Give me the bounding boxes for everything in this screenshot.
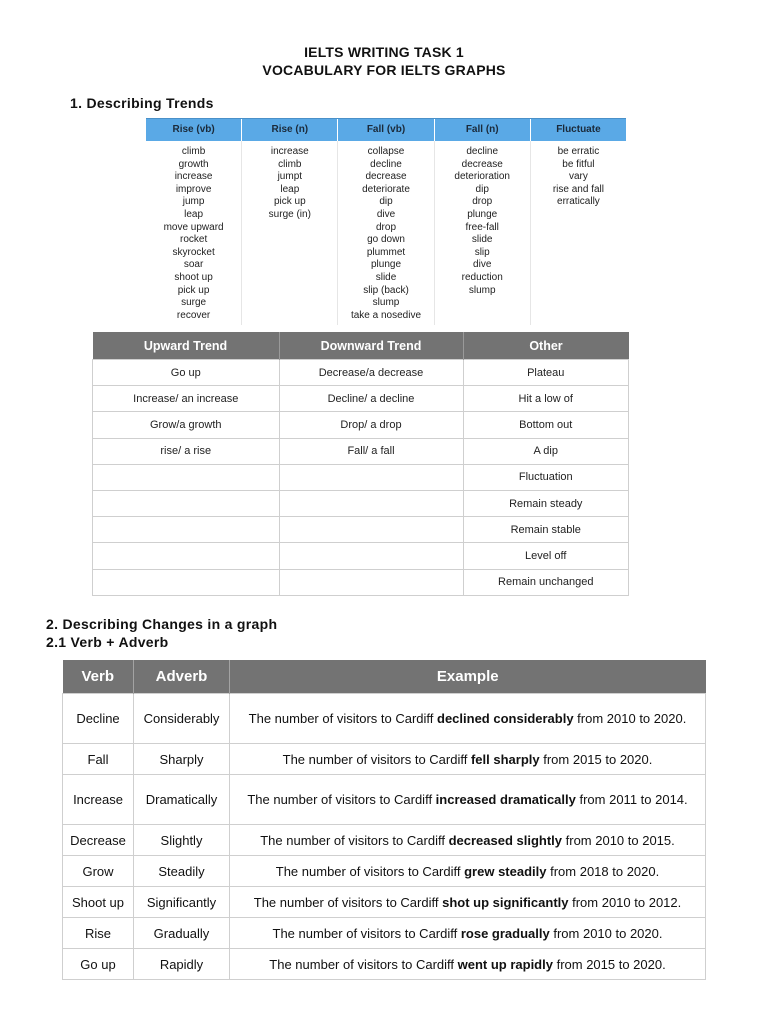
vocab-word: slide bbox=[375, 271, 397, 283]
example-highlight: declined considerably bbox=[437, 711, 574, 726]
table-row bbox=[93, 490, 629, 516]
example-cell bbox=[230, 918, 706, 949]
example-text: The number of visitors to Cardiff bbox=[260, 832, 449, 848]
example-text: from 2010 to 2020. bbox=[549, 925, 663, 941]
vocab-word: be fitful bbox=[562, 158, 595, 170]
trend-cell: Grow/a growth bbox=[93, 412, 280, 438]
example-highlight: grew steadily bbox=[464, 863, 547, 879]
adverb-cell: Dramatically bbox=[134, 775, 230, 825]
example-highlight: went up rapidly bbox=[457, 956, 553, 972]
verb-cell: Grow bbox=[63, 856, 134, 887]
trend-cell: Plateau bbox=[463, 360, 629, 386]
vocab-word: be erratic bbox=[557, 146, 600, 157]
vocab-word: go down bbox=[367, 234, 405, 246]
vocab-word: slide bbox=[471, 234, 493, 246]
trend-cell bbox=[93, 543, 280, 569]
section-heading-describing-trends: 1. Describing Trends bbox=[70, 95, 214, 111]
verb-cell: Rise bbox=[63, 918, 134, 949]
example-highlight: rose gradually bbox=[460, 925, 550, 941]
vocab-word: move upward bbox=[163, 221, 224, 233]
verb-cell: Increase bbox=[63, 775, 134, 825]
vocab-word: slump bbox=[468, 284, 496, 296]
example-cell bbox=[230, 949, 706, 980]
trend-table-header-row bbox=[93, 332, 629, 360]
table-row bbox=[93, 412, 629, 438]
table-row bbox=[93, 517, 629, 543]
trend-cell bbox=[279, 543, 463, 569]
vocab-word: climb bbox=[181, 146, 206, 157]
vocab-word: rise and fall bbox=[552, 183, 604, 195]
verb-cell: Fall bbox=[63, 744, 134, 775]
example-text: The number of visitors to Cardiff bbox=[275, 863, 465, 879]
vocab-table-header bbox=[146, 118, 626, 141]
adverb-cell: Considerably bbox=[134, 694, 230, 744]
trend-cell bbox=[93, 490, 280, 516]
vocab-word: reduction bbox=[461, 271, 503, 283]
vocab-word: plunge bbox=[467, 208, 498, 220]
example-text: The number of visitors to Cardiff bbox=[282, 751, 471, 767]
table-row bbox=[63, 949, 706, 980]
trend-cell: Increase/ an increase bbox=[93, 386, 280, 412]
verb-adverb-header-cell: Verb bbox=[63, 660, 134, 694]
table-row bbox=[63, 775, 706, 825]
vocab-header-cell: Fall (vb) bbox=[338, 119, 434, 141]
subsection-heading-verb-adverb: 2.1 Verb + Adverb bbox=[46, 634, 169, 650]
vocab-word: growth bbox=[178, 158, 209, 170]
vocab-header-cell: Rise (n) bbox=[242, 119, 338, 141]
example-text: The number of visitors to Cardiff bbox=[272, 925, 461, 941]
vocab-word: surge (in) bbox=[268, 208, 311, 220]
example-cell bbox=[230, 694, 706, 744]
verb-cell: Decrease bbox=[63, 825, 134, 856]
example-cell bbox=[230, 825, 706, 856]
trend-cell bbox=[93, 464, 280, 490]
trend-cell: Go up bbox=[93, 360, 280, 386]
vocab-word: pick up bbox=[273, 196, 306, 208]
vocab-column bbox=[435, 141, 531, 325]
trend-cell bbox=[93, 569, 280, 595]
vocab-word: decrease bbox=[461, 158, 503, 170]
trend-cell: Fluctuation bbox=[463, 464, 629, 490]
trend-cell: A dip bbox=[463, 438, 629, 464]
example-text: from 2010 to 2015. bbox=[562, 832, 675, 848]
vocab-word: slip (back) bbox=[363, 284, 409, 296]
vocab-word: drop bbox=[472, 196, 493, 208]
trend-cell bbox=[279, 464, 463, 490]
trend-cell bbox=[279, 517, 463, 543]
trend-direction-table bbox=[92, 332, 629, 596]
vocab-word: deteriorate bbox=[362, 183, 410, 195]
trend-header-cell: Other bbox=[463, 332, 629, 360]
document-title: IELTS WRITING TASK 1 bbox=[304, 44, 464, 60]
vocab-word: slump bbox=[372, 297, 400, 309]
vocab-word: dive bbox=[376, 208, 396, 220]
example-highlight: fell sharply bbox=[470, 751, 540, 767]
adverb-cell: Steadily bbox=[134, 856, 230, 887]
vocab-word: increase bbox=[270, 146, 309, 157]
trend-cell: Bottom out bbox=[463, 412, 629, 438]
vocab-word: dip bbox=[475, 183, 489, 195]
table-row bbox=[63, 887, 706, 918]
example-text: The number of visitors to Cardiff bbox=[253, 894, 443, 910]
vocab-word: leap bbox=[280, 183, 300, 195]
example-highlight: increased dramatically bbox=[435, 792, 576, 807]
vocab-word: decrease bbox=[365, 171, 407, 183]
verb-adverb-header-cell: Example bbox=[230, 660, 706, 694]
vocab-word: free-fall bbox=[465, 221, 499, 233]
example-text: from 2015 to 2020. bbox=[552, 956, 666, 972]
vocab-word: take a nosedive bbox=[350, 309, 422, 321]
example-cell bbox=[230, 744, 706, 775]
example-text: from 2015 to 2020. bbox=[539, 751, 653, 767]
trend-cell: Remain stable bbox=[463, 517, 629, 543]
trend-cell: Fall/ a fall bbox=[279, 438, 463, 464]
vocab-word: dip bbox=[379, 196, 393, 208]
vocab-header-cell: Fall (n) bbox=[435, 119, 531, 141]
example-text: The number of visitors to Cardiff bbox=[247, 792, 436, 807]
table-row bbox=[93, 386, 629, 412]
example-text: from 2011 to 2014. bbox=[575, 792, 688, 807]
vocab-word: skyrocket bbox=[172, 246, 215, 258]
verb-adverb-header-row bbox=[63, 660, 706, 694]
trend-cell bbox=[279, 490, 463, 516]
vocab-word: deterioration bbox=[454, 171, 510, 183]
vocab-word: soar bbox=[183, 259, 204, 271]
trend-cell bbox=[93, 517, 280, 543]
vocab-word: increase bbox=[174, 171, 213, 183]
table-row bbox=[63, 744, 706, 775]
table-row bbox=[93, 360, 629, 386]
table-row bbox=[93, 543, 629, 569]
vocab-word: erratically bbox=[557, 196, 600, 208]
adverb-cell: Significantly bbox=[134, 887, 230, 918]
vocab-word: surge bbox=[181, 297, 207, 309]
example-text: The number of visitors to Cardiff bbox=[248, 711, 438, 726]
vocab-word: improve bbox=[175, 183, 212, 195]
vocab-word: climb bbox=[278, 158, 302, 170]
example-text: from 2018 to 2020. bbox=[546, 863, 660, 879]
table-row bbox=[63, 825, 706, 856]
example-cell bbox=[230, 856, 706, 887]
vocab-word: plummet bbox=[366, 246, 406, 258]
vocab-header-cell: Fluctuate bbox=[556, 124, 601, 135]
adverb-cell: Rapidly bbox=[134, 949, 230, 980]
vocab-word: vary bbox=[568, 171, 588, 183]
vocab-column bbox=[242, 141, 338, 325]
trend-cell bbox=[279, 569, 463, 595]
vocab-word: pick up bbox=[177, 284, 210, 296]
table-row bbox=[63, 856, 706, 887]
trend-cell: Remain steady bbox=[463, 490, 629, 516]
vocab-word: slip bbox=[474, 246, 490, 258]
verb-cell: Decline bbox=[63, 694, 134, 744]
vocab-word: dive bbox=[473, 259, 492, 271]
vocab-column bbox=[531, 141, 626, 325]
table-row bbox=[63, 918, 706, 949]
vocab-word: jump bbox=[182, 196, 205, 208]
table-row bbox=[93, 438, 629, 464]
trend-cell: Decline/ a decline bbox=[279, 386, 463, 412]
vocab-column bbox=[338, 141, 434, 325]
verb-cell: Shoot up bbox=[63, 887, 134, 918]
example-text: from 2010 to 2012. bbox=[568, 894, 682, 910]
vocab-word: shoot up bbox=[174, 271, 213, 283]
table-row bbox=[93, 464, 629, 490]
trend-cell: Drop/ a drop bbox=[279, 412, 463, 438]
example-cell bbox=[230, 775, 706, 825]
example-cell bbox=[230, 887, 706, 918]
trend-vocabulary-table bbox=[146, 118, 626, 324]
adverb-cell: Slightly bbox=[134, 825, 230, 856]
verb-adverb-header-cell: Adverb bbox=[134, 660, 230, 694]
vocab-word: decline bbox=[370, 158, 402, 170]
vocab-word: drop bbox=[376, 221, 397, 233]
vocab-word: decline bbox=[466, 146, 499, 157]
vocab-word: jumpt bbox=[277, 171, 303, 183]
example-text: The number of visitors to Cardiff bbox=[269, 956, 458, 972]
vocab-word: rocket bbox=[179, 234, 208, 246]
trend-cell: Decrease/a decrease bbox=[279, 360, 463, 386]
trend-cell: Hit a low of bbox=[463, 386, 629, 412]
example-highlight: shot up significantly bbox=[442, 894, 569, 910]
vocab-word: leap bbox=[184, 208, 204, 220]
adverb-cell: Sharply bbox=[134, 744, 230, 775]
vocab-word: collapse bbox=[367, 146, 405, 157]
vocab-word: plunge bbox=[370, 259, 402, 271]
document-subtitle: VOCABULARY FOR IELTS GRAPHS bbox=[262, 62, 506, 78]
adverb-cell: Gradually bbox=[134, 918, 230, 949]
table-row bbox=[63, 694, 706, 744]
vocab-header-cell: Rise (vb) bbox=[146, 119, 242, 141]
example-text: from 2010 to 2020. bbox=[573, 711, 687, 726]
vocab-word: recover bbox=[176, 309, 211, 321]
trend-cell: Level off bbox=[463, 543, 629, 569]
table-row bbox=[93, 569, 629, 595]
verb-adverb-table bbox=[62, 660, 706, 980]
section-heading-describing-changes: 2. Describing Changes in a graph bbox=[46, 616, 278, 632]
vocab-column bbox=[146, 141, 242, 325]
trend-header-cell: Downward Trend bbox=[279, 332, 463, 360]
vocab-table-body bbox=[146, 141, 626, 325]
example-highlight: decreased slightly bbox=[448, 832, 563, 848]
verb-cell: Go up bbox=[63, 949, 134, 980]
trend-header-cell: Upward Trend bbox=[93, 332, 280, 360]
trend-cell: rise/ a rise bbox=[93, 438, 280, 464]
trend-cell: Remain unchanged bbox=[463, 569, 629, 595]
